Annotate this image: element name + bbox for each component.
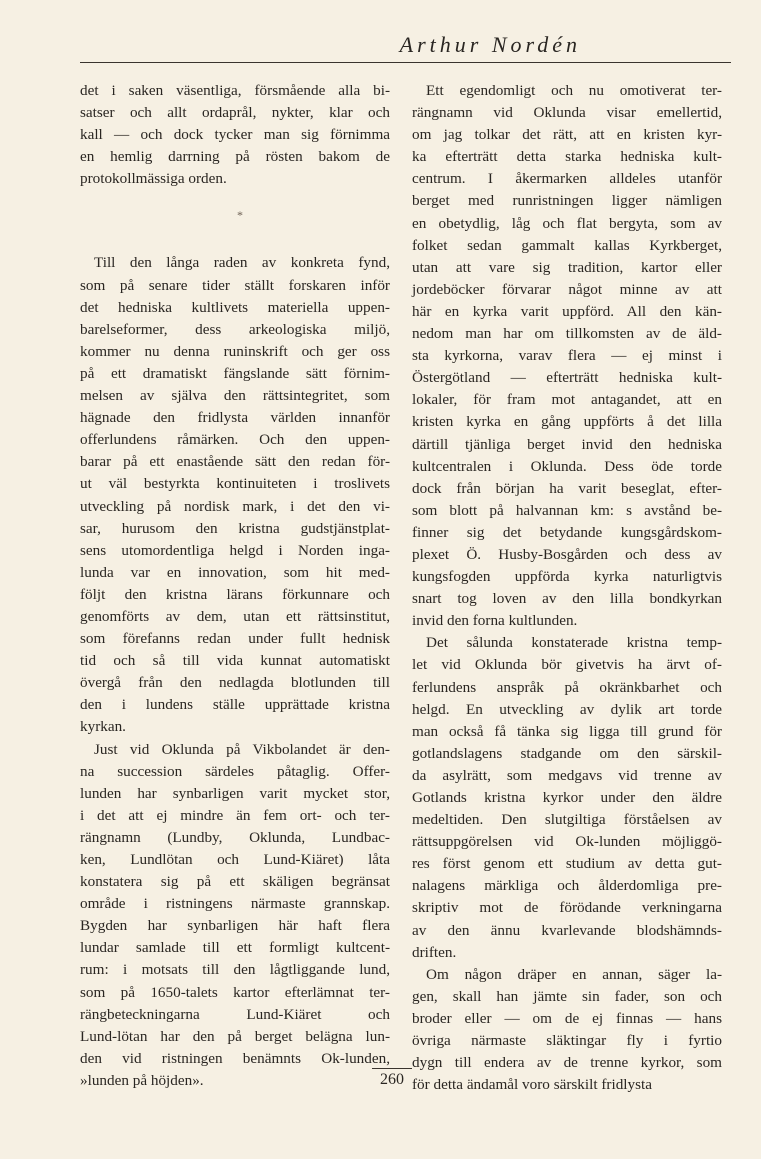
text-line: som blott på halvannan km: s avstånd be-: [412, 501, 722, 519]
text-line: Gotlands kristna kyrkor under den äldre: [412, 789, 722, 806]
text-line: rängnamn vid Oklunda visar emellertid,: [412, 104, 722, 122]
text-line: medeltiden. Den slutgiltiga förståelsen av: [412, 811, 722, 829]
text-line: da asylrätt, som medgavs vid trenne av: [412, 766, 722, 784]
text-line: berget med runristningen ligger nämligen: [412, 192, 722, 210]
text-line: den vid ristningen benämnts Ok-lunden,: [80, 1049, 390, 1067]
text-line: gen, skall han jämte sin fader, son och: [412, 987, 722, 1005]
text-line: den i lundens ställe upprättade kristna: [80, 696, 390, 714]
text-line: rängnamn (Lundby, Oklunda, Lundbac-: [80, 828, 390, 846]
text-line: utveckling på nordisk mark, i det den vi-: [80, 497, 390, 515]
text-line: övriga närmaste släktingar fly i fyrtio: [412, 1032, 722, 1050]
page-number: 260: [372, 1068, 412, 1089]
text-line: kall — och dock tycker man sig förnimma: [80, 126, 390, 144]
text-line: som på senare tider ställt forskaren inför: [80, 276, 390, 294]
text-line: Bygden har synbarligen här haft flera: [80, 917, 390, 935]
text-line: Till den långa raden av konkreta fynd,: [94, 254, 390, 272]
text-line: konstatera sig på ett skäligen begränsat: [80, 873, 390, 891]
text-line: jordeböcker förvarar något minne av att: [412, 280, 722, 298]
text-line: kyrkan.: [80, 718, 126, 736]
text-line: satser och allt ordaprål, nykter, klar och: [80, 104, 390, 122]
text-line: folket sedan gammalt kallas Kyrkberget,: [412, 236, 722, 254]
text-line: let vid Oklunda bör givetvis ha ärvt of-: [412, 656, 722, 674]
text-line: »lunden på höjden».: [80, 1071, 204, 1089]
text-line: snart tog loven av den lilla bondkyrkan: [412, 590, 722, 608]
text-line: som på 1650-talets kartor efterlämnat ter-: [80, 983, 390, 1001]
text-line: man också få tänka sig ligga till grund för: [412, 722, 722, 740]
text-line: Ett egendomligt och nu omotiverat ter-: [426, 82, 722, 99]
text-line: protokollmässiga orden.: [80, 170, 227, 188]
text-line: på ett dramatiskt fängslande sätt förnim-: [80, 364, 390, 382]
text-line: Östergötland — efterträtt hedniska kult-: [412, 369, 722, 387]
text-line: nedom man har om tillkomsten av de äld-: [412, 325, 722, 343]
text-line: ka efterträtt detta starka hedniska kult-: [412, 148, 722, 166]
text-line: barar på ett enastående sätt den redan för-: [80, 453, 390, 471]
text-line: offerlundens råmärken. Och den uppen-: [80, 431, 390, 449]
text-line: gotlandslagens stadgande om den särskil-: [412, 744, 722, 762]
text-line: rum: i motsats till den lågtliggande lund,: [80, 961, 390, 979]
text-line: en obetydlig, låg och flat bergyta, som av: [412, 214, 722, 232]
left-column: [80, 80, 390, 1092]
right-column: [412, 80, 722, 1096]
text-line: ferlundens anspråk på okränkbarhet och: [412, 678, 722, 696]
text-line: ken, Lundlötan och Lund-Kiäret) låta: [80, 851, 390, 868]
text-line: om jag tolkar det rätt, att en kristen kyr-: [412, 126, 722, 144]
text-line: rängbeteckningarna Lund-Kiäret och: [80, 1005, 390, 1023]
text-line: kultcentralen i Oklunda. Dess öde torde: [412, 457, 722, 475]
text-line: tid och så till vida kunnat automatiskt: [80, 652, 390, 670]
text-line: centrum. I åkermarken alldeles utanför: [412, 170, 722, 188]
text-line: Om någon dräper en annan, säger la-: [426, 965, 722, 983]
paragraph: [80, 739, 390, 1093]
text-line: Lund-lötan har den på berget belägna lun-: [80, 1027, 390, 1045]
text-line: driften.: [412, 943, 457, 961]
text-line: övergå från den nedlagda blotlunden till: [80, 674, 390, 692]
text-line: utan att vare sig tradition, kartor eller: [412, 258, 722, 276]
paragraph: [412, 964, 722, 1097]
text-line: lunda var en innovation, som hit med-: [80, 563, 390, 581]
text-line: därtill tjänliga berget invid den hedniska: [412, 435, 722, 453]
text-line: broder eller — om de ej finnas — hans: [412, 1009, 722, 1027]
text-line: barelseformer, dess arkeologiska miljö,: [80, 320, 390, 338]
text-line: plexet Ö. Husby-Bosgården och dess av: [412, 545, 722, 563]
text-line: ut väl bestyrkta kontinuiteten i troslivets: [80, 475, 390, 493]
text-line: här en kyrka varit uppförd. All den kän-: [412, 302, 722, 320]
text-line: lundar samlade till ett formligt kultcent-: [80, 939, 390, 957]
text-line: nalagens märkliga och ålderdomliga pre-: [412, 877, 722, 895]
text-line: genomförts av dem, utan ett rättsinstitut,: [80, 607, 390, 625]
text-line: lokaler, för fram mot antagandet, att en: [412, 391, 722, 409]
text-line: sta kyrkorna, varav flera — ej minst i: [412, 347, 722, 365]
text-line: för detta ändamål voro särskilt fridlysta: [412, 1076, 652, 1094]
text-line: res först genom ett studium av detta gut-: [412, 855, 722, 873]
text-line: som förefanns redan under fullt hednisk: [80, 630, 390, 648]
text-line: lunden har synbarligen varit mycket stor,: [80, 784, 390, 802]
text-line: kommer nu denna runinskrift och ger oss: [80, 342, 390, 360]
text-line: rättsuppgörelsen vid Ok-lunden möjliggö-: [412, 833, 722, 851]
text-line: en hemlig darrning på rösten bakom de: [80, 148, 390, 166]
text-line: av den ännu kvarlevande blodshämnds-: [412, 921, 722, 939]
text-line: det i saken väsentliga, försmående alla bi-: [80, 82, 390, 99]
text-line: sar, hurusom den kristna gudstjänstplat-: [80, 519, 390, 537]
text-line: Just vid Oklunda på Vikbolandet är den-: [94, 740, 390, 758]
running-header: [80, 30, 731, 63]
section-separator: *: [237, 208, 243, 223]
text-line: följt den kristna lärans förkunnare och: [80, 585, 390, 603]
text-line: område i ristningens närmaste grannskap.: [80, 895, 390, 913]
text-line: helgd. En utveckling av dylik art torde: [412, 700, 722, 718]
paragraph: [80, 80, 390, 190]
text-line: dock från början ha varit beseglat, efter-: [412, 479, 722, 497]
paragraph: [412, 80, 722, 632]
text-line: finner sig det betydande kungsgårdskom-: [412, 523, 722, 541]
text-line: kristen kyrka en gång uppförts å det lilla: [412, 413, 722, 431]
text-line: invid den forna kultlunden.: [412, 612, 578, 630]
text-line: det hedniska kultlivets materiella uppen-: [80, 298, 390, 316]
text-line: kungsfogden uppförda kyrka naturligtvis: [412, 568, 722, 586]
paragraph: [80, 252, 390, 738]
text-line: Det sålunda konstaterade kristna temp-: [426, 634, 722, 652]
paragraph: [412, 632, 722, 963]
text-line: na succession särdeles påtaglig. Offer-: [80, 762, 390, 780]
text-line: dygn till endera av de trenne kyrkor, som: [412, 1054, 722, 1072]
text-line: i det att ej mindre än fem ort- och ter-: [80, 806, 390, 824]
text-line: skriptiv mot de förödande verkningarna: [412, 899, 722, 917]
text-line: hägnade den fridlysta världen innanför: [80, 409, 390, 427]
text-line: melsen av själva den rättsintegritet, som: [80, 387, 390, 405]
running-title: Arthur Nordén: [399, 32, 581, 57]
text-line: sens utomordentliga helgd i Norden inga-: [80, 541, 390, 559]
